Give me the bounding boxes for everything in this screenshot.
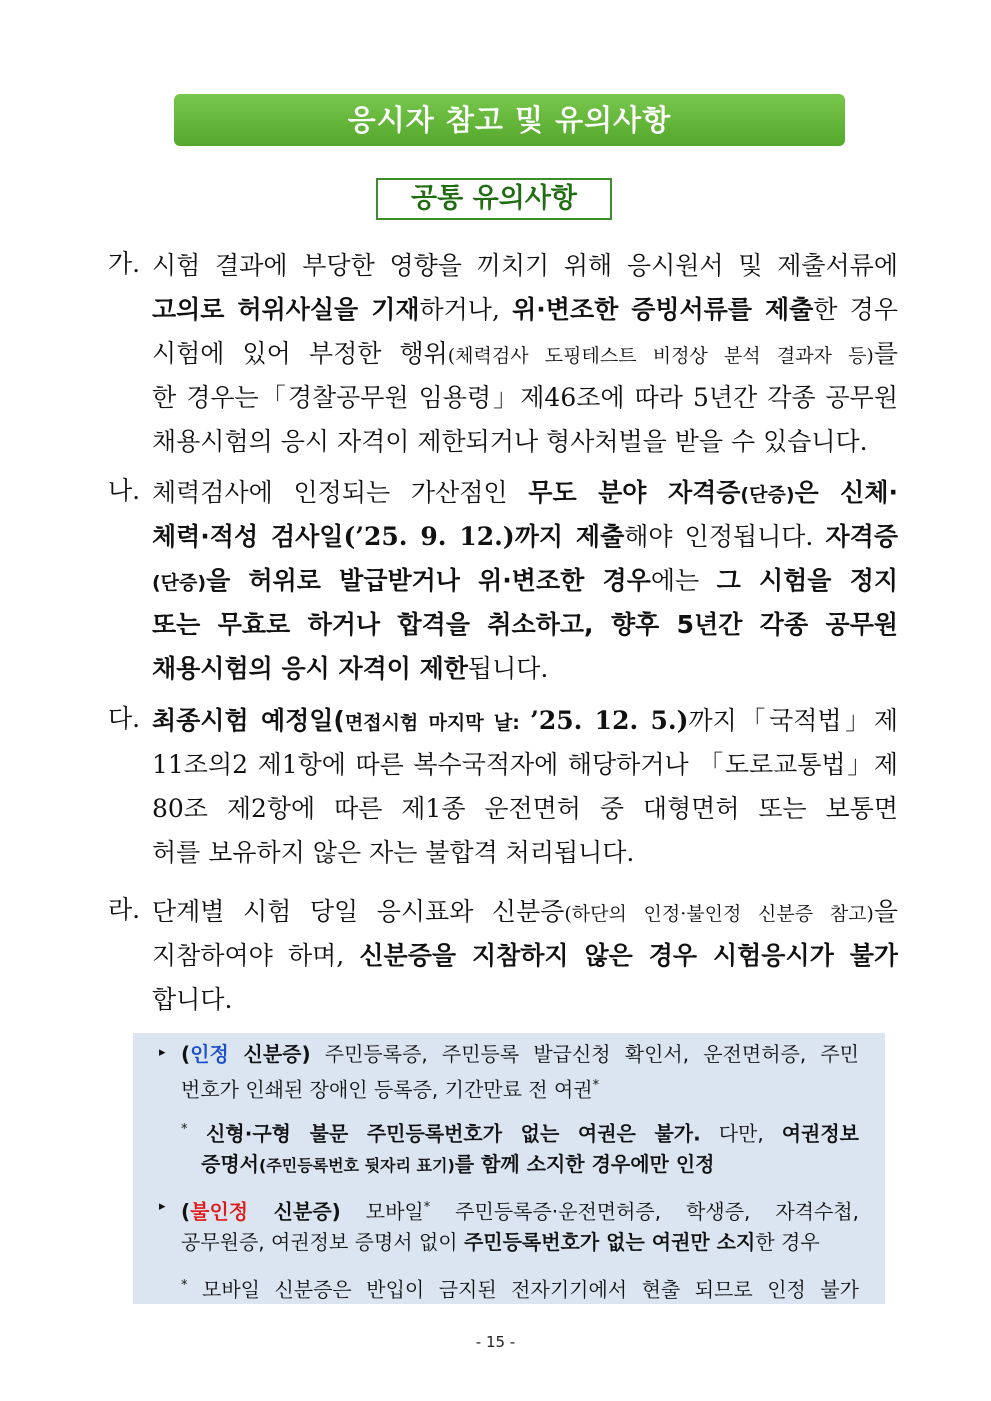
item-line	[108, 515, 898, 559]
emphasis-text: 고의로 허위사실을 기재	[152, 295, 420, 324]
line-text: 까지「국적법」제	[688, 706, 898, 735]
notice-item-ga	[108, 244, 898, 464]
item-line: 80조 제2항에 따른 제1종 운전면허 중 대형면허 또는 보통면	[152, 794, 898, 823]
item-line: 11조의2 제1항에 따른 복수국적자에 해당하거나 「도로교통법」제	[152, 750, 898, 779]
page-title-banner: 응시자 참고 및 유의사항	[174, 94, 845, 146]
footnote-star: *	[592, 1078, 600, 1093]
item-marker: 라.	[108, 895, 141, 924]
passport-note-line	[201, 1147, 714, 1181]
bullet-triangle-icon: ▸	[159, 1199, 166, 1214]
emphasis-text: 자격증	[825, 522, 898, 551]
line-text: 지참하여야 하며,	[152, 941, 360, 970]
line-text: 시험에 있어 부정한 행위	[152, 339, 448, 368]
emphasis-text: 무도 분야 자격증	[528, 478, 741, 507]
item-line	[108, 934, 898, 978]
notice-item-da	[108, 699, 898, 875]
line-text: 를	[873, 339, 898, 368]
emphasis-text: 주민등록번호가 없는 여권만 소지	[463, 1230, 756, 1254]
label-close: 신분증)	[228, 1042, 311, 1066]
notice-item-ra	[108, 890, 898, 1022]
line-text: 한 경우	[813, 295, 898, 324]
line-text: 체력검사에 인정되는 가산점인	[152, 478, 529, 507]
item-marker: 다.	[108, 704, 141, 733]
valid-id-text: 번호가 인쇄된 장애인 등록증, 기간만료 전 여권	[181, 1077, 593, 1102]
emphasis-text: 위·변조한 증빙서류를 제출	[512, 295, 814, 324]
item-line	[108, 559, 898, 603]
emphasis-text: 를 함께 소지한 경우에만 인정	[454, 1152, 715, 1176]
small-note: (하단의 인정·불인정 신분증 참고)	[564, 903, 874, 925]
item-marker: 나.	[108, 476, 141, 505]
item-line	[108, 647, 898, 691]
item-line: 허를 보유하지 않은 자는 불합격 처리됩니다.	[152, 838, 635, 867]
passport-note-line	[181, 1113, 859, 1147]
emphasis-text: 체력·적성 검사일	[152, 522, 344, 551]
item-line	[108, 288, 898, 332]
small-emphasis: (단증)	[740, 484, 795, 506]
emphasis-text: (	[333, 706, 345, 735]
item-line: 한 경우는「경찰공무원 임용령」제46조에 따라 5년간 각종 공무원	[152, 383, 898, 412]
emphasis-text: 을 허위로 발급받거나 위·변조한 경우	[206, 566, 651, 595]
emphasis-text: 증명서	[201, 1152, 259, 1176]
emphasis-text: 신분증을 지참하지 않은 경우 시험응시가 불가	[359, 941, 898, 970]
item-line	[108, 471, 898, 515]
bullet-triangle-icon: ▸	[159, 1045, 166, 1060]
notice-item-na	[108, 471, 898, 691]
emphasis-text: 신형·구형 불문 주민등록번호가 없는 여권은 불가.	[187, 1121, 701, 1146]
small-emphasis: (주민등록번호 뒷자리 표기)	[258, 1156, 455, 1175]
label-open: (	[181, 1199, 191, 1224]
emphasis-text: 여권정보	[781, 1121, 859, 1146]
invalid-id-text: 주민등록증·운전면허증, 학생증, 자격수첩,	[430, 1199, 859, 1224]
small-emphasis: 면접시험 마지막 날:	[344, 712, 531, 734]
small-note: (체력검사 도핑테스트 비정상 분석 결과자 등)	[447, 345, 874, 367]
page-number: - 15 -	[475, 1333, 516, 1351]
line-text: 해야 인정됩니다.	[624, 522, 826, 551]
emphasis-date: ’25. 12. 5.)	[530, 706, 689, 735]
item-line	[108, 332, 898, 376]
invalid-id-line	[181, 1225, 820, 1259]
invalid-id-text: 한 경우	[755, 1230, 820, 1254]
mobile-id-note-line	[181, 1269, 859, 1303]
line-text: 에는	[650, 566, 717, 595]
id-info-box	[133, 1033, 885, 1304]
item-line: 시험 결과에 부당한 영향을 끼치기 위해 응시원서 및 제출서류에	[152, 251, 898, 280]
line-text: 하거나,	[419, 295, 513, 324]
label-close: 신분증)	[248, 1199, 341, 1224]
valid-id-text: 주민등록증, 주민등록 발급신청 확인서, 운전면허증, 주민	[310, 1042, 859, 1066]
line-text: 을	[873, 897, 898, 926]
item-marker: 가.	[108, 249, 141, 278]
emphasis-text: 은 신체·	[794, 478, 898, 507]
line-text: 단계별 시험 당일 응시표와 신분증	[152, 897, 565, 926]
emphasis-text: 최종시험 예정일	[152, 706, 334, 735]
item-line: 또는 무효로 하거나 합격을 취소하고, 향후 5년간 각종 공무원	[152, 610, 898, 639]
item-line: 채용시험의 응시 자격이 제한되거나 형사처벌을 받을 수 있습니다.	[152, 427, 868, 456]
emphasis-date: (’25. 9. 12.)	[343, 522, 515, 551]
emphasis-text: 채용시험의 응시 자격이 제한	[152, 654, 468, 683]
label-open: (	[181, 1042, 191, 1066]
emphasis-text: 까지 제출	[514, 522, 625, 551]
footnote-star: *	[181, 1122, 188, 1137]
item-line: 합니다.	[152, 985, 233, 1014]
valid-id-label: 인정	[190, 1042, 229, 1066]
item-line	[108, 699, 898, 743]
emphasis-text: 그 시험을 정지	[716, 566, 898, 595]
item-line	[108, 890, 898, 934]
invalid-id-text: 모바일	[340, 1199, 424, 1224]
valid-id-line	[181, 1069, 599, 1103]
footnote-star: *	[423, 1200, 431, 1215]
small-emphasis: (단증)	[152, 572, 207, 594]
invalid-id-text: 공무원증, 여권정보 증명서 없이	[181, 1230, 464, 1254]
section-subtitle: 공통 유의사항	[376, 178, 612, 220]
line-text: 모바일 신분증은 반입이 금지된 전자기기에서 현출 되므로 인정 불가	[187, 1277, 859, 1302]
valid-id-line	[181, 1037, 859, 1071]
invalid-id-label: 불인정	[190, 1199, 249, 1224]
invalid-id-line	[181, 1191, 859, 1225]
line-text: 다만,	[700, 1121, 782, 1146]
footnote-star: *	[181, 1278, 188, 1293]
line-text: 됩니다.	[467, 654, 549, 683]
